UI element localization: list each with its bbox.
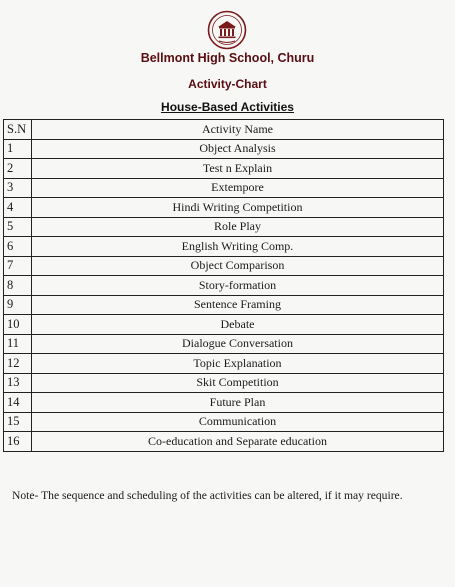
- activity-name-cell: Object Analysis: [32, 139, 444, 159]
- activity-name-cell: Extempore: [32, 178, 444, 198]
- serial-number-cell: 4: [4, 198, 32, 218]
- note-text: Note- The sequence and scheduling of the activities can be altered, if it may require.: [12, 489, 403, 502]
- serial-number-cell: 3: [4, 178, 32, 198]
- table-row: [4, 276, 444, 296]
- column-header-sn: S.N: [4, 120, 32, 140]
- table-row: [4, 159, 444, 179]
- serial-number-cell: 6: [4, 237, 32, 257]
- serial-number-cell: 1: [4, 139, 32, 159]
- school-name: Bellmont High School, Churu: [140, 51, 315, 65]
- serial-number-cell: 13: [4, 373, 32, 393]
- table-row: [4, 432, 444, 452]
- table-header-row: [4, 120, 444, 140]
- table-row: [4, 354, 444, 374]
- school-crest-icon: [207, 10, 247, 50]
- activity-name-cell: Topic Explanation: [32, 354, 444, 374]
- activity-name-cell: Object Comparison: [32, 256, 444, 276]
- table-row: [4, 315, 444, 335]
- column-header-activity-name: Activity Name: [32, 120, 444, 140]
- activity-table: [3, 119, 444, 452]
- serial-number-cell: 5: [4, 217, 32, 237]
- table-row: [4, 217, 444, 237]
- chart-title: Activity-Chart: [188, 77, 267, 91]
- table-row: [4, 373, 444, 393]
- activity-name-cell: Hindi Writing Competition: [32, 198, 444, 218]
- table-row: [4, 237, 444, 257]
- table-row: [4, 334, 444, 354]
- activity-name-cell: Skit Competition: [32, 373, 444, 393]
- table-row: [4, 178, 444, 198]
- table-row: [4, 393, 444, 413]
- section-title: House-Based Activities: [161, 100, 294, 114]
- activity-name-cell: English Writing Comp.: [32, 237, 444, 257]
- table-row: [4, 412, 444, 432]
- activity-name-cell: Communication: [32, 412, 444, 432]
- activity-name-cell: Test n Explain: [32, 159, 444, 179]
- serial-number-cell: 16: [4, 432, 32, 452]
- activity-name-cell: Debate: [32, 315, 444, 335]
- serial-number-cell: 9: [4, 295, 32, 315]
- activity-name-cell: Sentence Framing: [32, 295, 444, 315]
- table-row: [4, 198, 444, 218]
- activity-name-cell: Story-formation: [32, 276, 444, 296]
- serial-number-cell: 8: [4, 276, 32, 296]
- serial-number-cell: 7: [4, 256, 32, 276]
- serial-number-cell: 2: [4, 159, 32, 179]
- serial-number-cell: 10: [4, 315, 32, 335]
- table-row: [4, 256, 444, 276]
- serial-number-cell: 11: [4, 334, 32, 354]
- activity-name-cell: Future Plan: [32, 393, 444, 413]
- serial-number-cell: 14: [4, 393, 32, 413]
- activity-name-cell: Dialogue Conversation: [32, 334, 444, 354]
- serial-number-cell: 15: [4, 412, 32, 432]
- serial-number-cell: 12: [4, 354, 32, 374]
- activity-name-cell: Role Play: [32, 217, 444, 237]
- table-row: [4, 295, 444, 315]
- activity-name-cell: Co-education and Separate education: [32, 432, 444, 452]
- table-row: [4, 139, 444, 159]
